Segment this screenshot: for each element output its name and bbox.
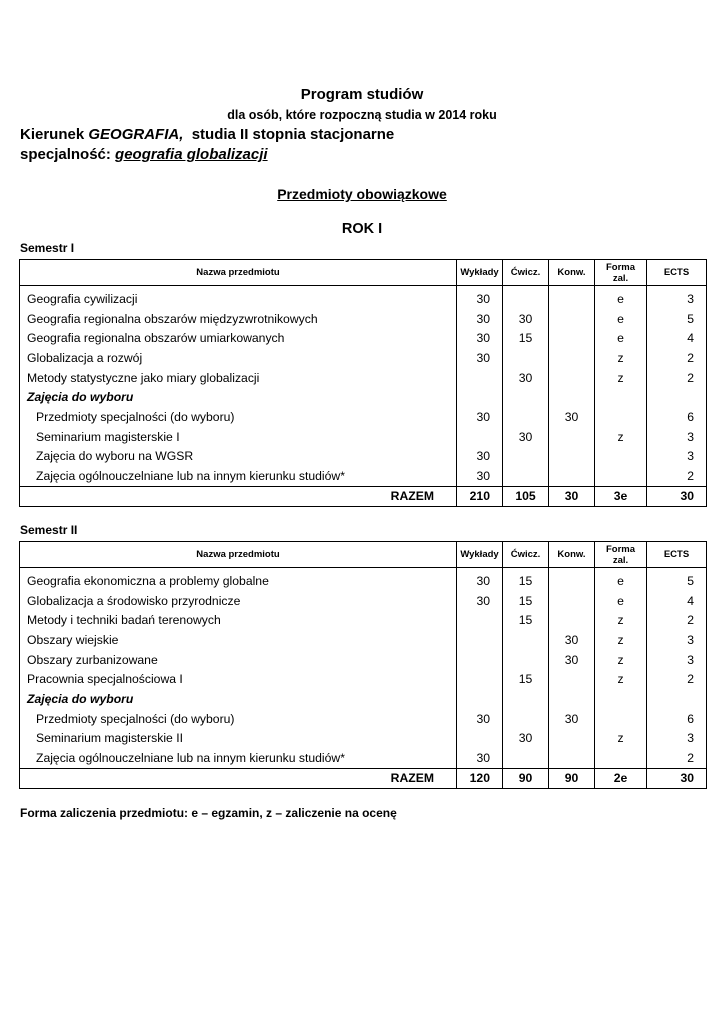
ects-points: 3 xyxy=(647,650,707,670)
course-name: Zajęcia ogólnouczelniane lub na innym kierunku studiów* xyxy=(20,466,457,486)
field-value: GEOGRAFIA, xyxy=(88,126,184,143)
lectures-hours xyxy=(457,729,503,749)
lectures-hours: 30 xyxy=(457,466,503,486)
table-row xyxy=(20,368,707,388)
lectures-hours xyxy=(457,669,503,689)
assessment-form xyxy=(595,689,647,709)
table-header-row xyxy=(20,542,707,568)
ects-points: 5 xyxy=(647,568,707,591)
exercises-hours xyxy=(503,286,549,309)
total-conversations: 90 xyxy=(549,768,595,788)
course-name: Globalizacja a środowisko przyrodnicze xyxy=(20,591,457,611)
lectures-hours xyxy=(457,427,503,447)
table-row xyxy=(20,427,707,447)
table-row xyxy=(20,591,707,611)
table-row xyxy=(20,348,707,368)
ects-points xyxy=(647,387,707,407)
total-exercises: 90 xyxy=(503,768,549,788)
table-row xyxy=(20,669,707,689)
table-row xyxy=(20,630,707,650)
conversations-hours xyxy=(549,387,595,407)
col-form-header: Forma zal. xyxy=(595,260,647,286)
course-name: Seminarium magisterskie I xyxy=(20,427,457,447)
table-row xyxy=(20,286,707,309)
specialization-value: geografia globalizacji xyxy=(115,146,268,163)
course-name: Pracownia specjalnościowa I xyxy=(20,669,457,689)
exercises-hours: 30 xyxy=(503,368,549,388)
document-title: Program studiów xyxy=(300,86,424,103)
total-ects: 30 xyxy=(647,486,707,506)
assessment-form xyxy=(595,407,647,427)
conversations-hours xyxy=(549,610,595,630)
col-exercises-header: Ćwicz. xyxy=(503,260,549,286)
lectures-hours xyxy=(457,689,503,709)
conversations-hours xyxy=(549,591,595,611)
lectures-hours xyxy=(457,368,503,388)
lectures-hours: 30 xyxy=(457,348,503,368)
assessment-form: e xyxy=(595,309,647,329)
col-conversations-header: Konw. xyxy=(549,260,595,286)
assessment-form: e xyxy=(595,591,647,611)
document-subtitle: dla osób, które rozpoczną studia w 2014 roku xyxy=(227,108,497,122)
exercises-hours xyxy=(503,650,549,670)
conversations-hours xyxy=(549,466,595,486)
lectures-hours: 30 xyxy=(457,447,503,467)
exercises-hours: 15 xyxy=(503,669,549,689)
field-of-study xyxy=(20,126,394,143)
course-name: Obszary zurbanizowane xyxy=(20,650,457,670)
assessment-form: z xyxy=(595,348,647,368)
total-row xyxy=(20,768,707,788)
semester-2-label: Semestr II xyxy=(20,523,78,537)
assessment-form xyxy=(595,709,647,729)
table-row xyxy=(20,407,707,427)
exercises-hours xyxy=(503,630,549,650)
field-label: Kierunek xyxy=(20,126,89,143)
total-lectures: 120 xyxy=(457,768,503,788)
total-label: RAZEM xyxy=(20,486,457,506)
assessment-form xyxy=(595,748,647,768)
ects-points: 2 xyxy=(647,368,707,388)
assessment-form: z xyxy=(595,669,647,689)
course-name: Geografia ekonomiczna a problemy globalne xyxy=(20,568,457,591)
ects-points: 3 xyxy=(647,630,707,650)
ects-points: 3 xyxy=(647,447,707,467)
ects-points: 2 xyxy=(647,466,707,486)
ects-points: 2 xyxy=(647,348,707,368)
col-ects-header: ECTS xyxy=(647,260,707,286)
lectures-hours xyxy=(457,650,503,670)
table-row xyxy=(20,729,707,749)
assessment-form xyxy=(595,447,647,467)
course-name: Geografia cywilizacji xyxy=(20,286,457,309)
ects-points xyxy=(647,689,707,709)
exercises-hours xyxy=(503,709,549,729)
conversations-hours xyxy=(549,286,595,309)
exercises-hours: 30 xyxy=(503,309,549,329)
exercises-hours: 15 xyxy=(503,568,549,591)
year-title: ROK I xyxy=(341,221,383,237)
conversations-hours: 30 xyxy=(549,650,595,670)
conversations-hours xyxy=(549,309,595,329)
total-conversations: 30 xyxy=(549,486,595,506)
conversations-hours xyxy=(549,568,595,591)
ects-points: 4 xyxy=(647,591,707,611)
conversations-hours xyxy=(549,729,595,749)
conversations-hours: 30 xyxy=(549,407,595,427)
course-name: Zajęcia do wyboru na WGSR xyxy=(20,447,457,467)
grading-legend: Forma zaliczenia przedmiotu: e – egzamin, z – zaliczenie na ocenę xyxy=(20,806,397,820)
exercises-hours xyxy=(503,407,549,427)
assessment-form: z xyxy=(595,650,647,670)
conversations-hours xyxy=(549,368,595,388)
course-name: Geografia regionalna obszarów międzyzwrotnikowych xyxy=(20,309,457,329)
exercises-hours xyxy=(503,387,549,407)
table-row xyxy=(20,309,707,329)
conversations-hours xyxy=(549,348,595,368)
section-title: Przedmioty obowiązkowe xyxy=(277,186,447,202)
course-name: Metody statystyczne jako miary globalizacji xyxy=(20,368,457,388)
col-exercises-header: Ćwicz. xyxy=(503,542,549,568)
course-name: Zajęcia ogólnouczelniane lub na innym kierunku studiów* xyxy=(20,748,457,768)
ects-points: 6 xyxy=(647,407,707,427)
semester-1-label: Semestr I xyxy=(20,241,75,255)
table-row xyxy=(20,568,707,591)
course-name: Metody i techniki badań terenowych xyxy=(20,610,457,630)
course-name: Globalizacja a rozwój xyxy=(20,348,457,368)
table-row xyxy=(20,709,707,729)
table-row xyxy=(20,387,707,407)
specialization-label: specjalność: xyxy=(20,146,116,163)
ects-points: 2 xyxy=(647,669,707,689)
semester-1-table xyxy=(19,259,707,507)
assessment-form: z xyxy=(595,630,647,650)
exercises-hours: 30 xyxy=(503,729,549,749)
total-label: RAZEM xyxy=(20,768,457,788)
conversations-hours xyxy=(549,427,595,447)
ects-points: 3 xyxy=(647,427,707,447)
conversations-hours xyxy=(549,328,595,348)
table-row xyxy=(20,689,707,709)
col-form-header: Forma zal. xyxy=(595,542,647,568)
exercises-hours: 15 xyxy=(503,328,549,348)
lectures-hours: 30 xyxy=(457,591,503,611)
total-form: 2e xyxy=(595,768,647,788)
total-row xyxy=(20,486,707,506)
total-form: 3e xyxy=(595,486,647,506)
assessment-form xyxy=(595,387,647,407)
exercises-hours: 15 xyxy=(503,610,549,630)
ects-points: 2 xyxy=(647,610,707,630)
exercises-hours xyxy=(503,748,549,768)
col-name-header: Nazwa przedmiotu xyxy=(20,260,457,286)
col-name-header: Nazwa przedmiotu xyxy=(20,542,457,568)
exercises-hours xyxy=(503,348,549,368)
table-row xyxy=(20,466,707,486)
table-row xyxy=(20,447,707,467)
assessment-form: e xyxy=(595,286,647,309)
conversations-hours xyxy=(549,447,595,467)
field-level: studia II stopnia stacjonarne xyxy=(183,126,395,143)
table-row xyxy=(20,328,707,348)
ects-points: 5 xyxy=(647,309,707,329)
semester-2-table xyxy=(19,541,707,789)
conversations-hours xyxy=(549,748,595,768)
course-name: Geografia regionalna obszarów umiarkowanych xyxy=(20,328,457,348)
semester-1-rows xyxy=(20,286,707,507)
lectures-hours: 30 xyxy=(457,407,503,427)
lectures-hours xyxy=(457,610,503,630)
conversations-hours xyxy=(549,669,595,689)
assessment-form xyxy=(595,466,647,486)
semester-2-rows xyxy=(20,568,707,789)
assessment-form: z xyxy=(595,427,647,447)
lectures-hours: 30 xyxy=(457,309,503,329)
exercises-hours xyxy=(503,466,549,486)
table-row xyxy=(20,650,707,670)
assessment-form: e xyxy=(595,568,647,591)
table-row xyxy=(20,748,707,768)
lectures-hours xyxy=(457,387,503,407)
course-name: Obszary wiejskie xyxy=(20,630,457,650)
total-exercises: 105 xyxy=(503,486,549,506)
lectures-hours: 30 xyxy=(457,748,503,768)
course-name: Przedmioty specjalności (do wyboru) xyxy=(20,709,457,729)
col-conversations-header: Konw. xyxy=(549,542,595,568)
col-lectures-header: Wykłady xyxy=(457,542,503,568)
course-name: Seminarium magisterskie II xyxy=(20,729,457,749)
assessment-form: z xyxy=(595,729,647,749)
total-ects: 30 xyxy=(647,768,707,788)
assessment-form: z xyxy=(595,368,647,388)
assessment-form: z xyxy=(595,610,647,630)
table-row xyxy=(20,610,707,630)
lectures-hours: 30 xyxy=(457,286,503,309)
specialization xyxy=(20,146,268,163)
course-name: Zajęcia do wyboru xyxy=(20,689,457,709)
exercises-hours xyxy=(503,447,549,467)
exercises-hours xyxy=(503,689,549,709)
conversations-hours: 30 xyxy=(549,709,595,729)
assessment-form: e xyxy=(595,328,647,348)
conversations-hours: 30 xyxy=(549,630,595,650)
col-lectures-header: Wykłady xyxy=(457,260,503,286)
lectures-hours: 30 xyxy=(457,328,503,348)
lectures-hours: 30 xyxy=(457,568,503,591)
lectures-hours: 30 xyxy=(457,709,503,729)
ects-points: 4 xyxy=(647,328,707,348)
lectures-hours xyxy=(457,630,503,650)
exercises-hours: 30 xyxy=(503,427,549,447)
conversations-hours xyxy=(549,689,595,709)
course-name: Przedmioty specjalności (do wyboru) xyxy=(20,407,457,427)
ects-points: 6 xyxy=(647,709,707,729)
ects-points: 3 xyxy=(647,286,707,309)
ects-points: 2 xyxy=(647,748,707,768)
col-ects-header: ECTS xyxy=(647,542,707,568)
total-lectures: 210 xyxy=(457,486,503,506)
ects-points: 3 xyxy=(647,729,707,749)
course-name: Zajęcia do wyboru xyxy=(20,387,457,407)
exercises-hours: 15 xyxy=(503,591,549,611)
table-header-row xyxy=(20,260,707,286)
